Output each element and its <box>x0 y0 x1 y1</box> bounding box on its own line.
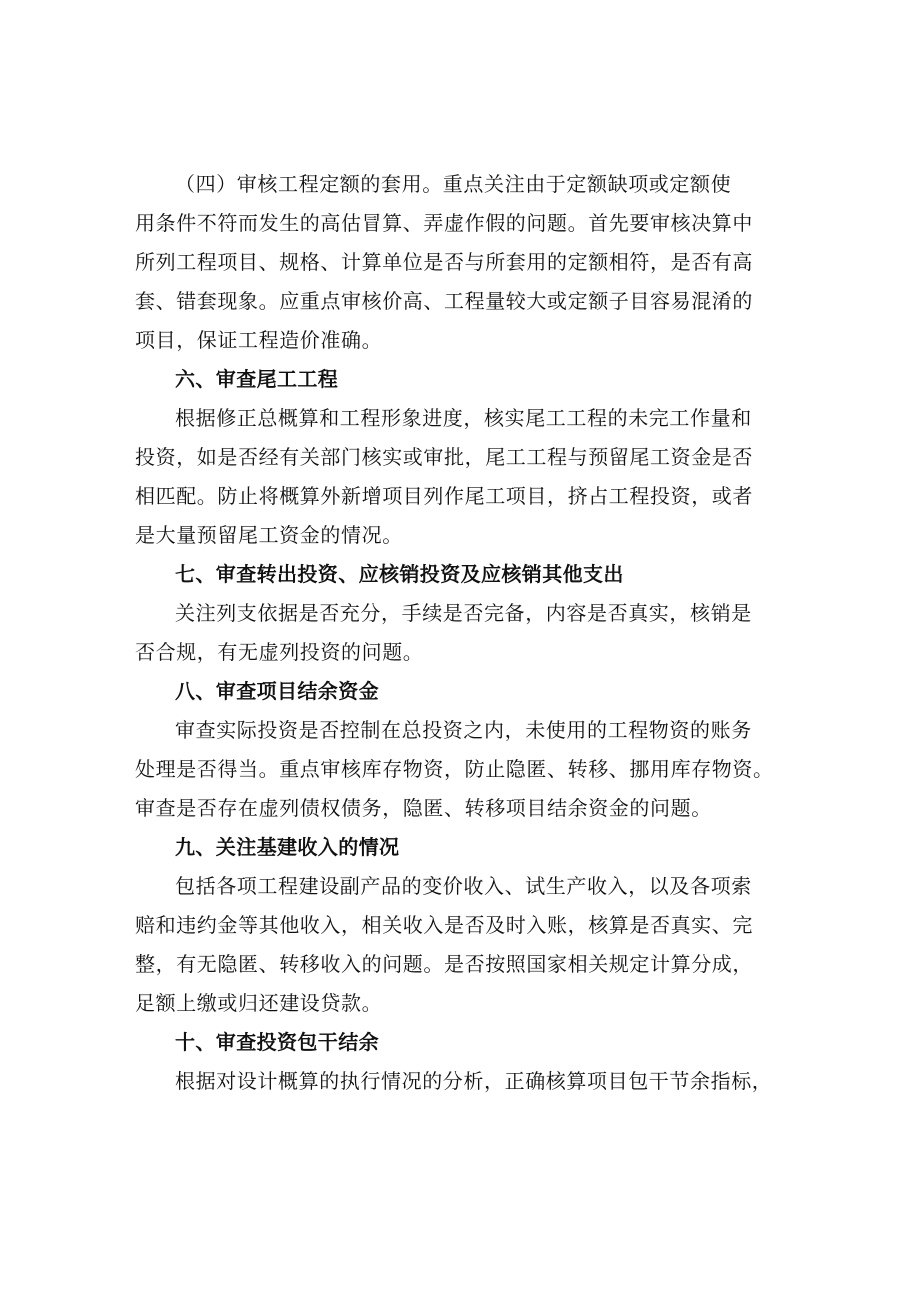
paragraph-surplus-funds: 审查实际投资是否控制在总投资之内，未使用的工程物资的账务 处理是否得当。重点审核库存物资，防止隐匿、转移、挪用库存物资。 审查是否存在虚列债权债务，隐匿、转移项目结余资金的问题。 <box>135 718 774 820</box>
heading-tail-works: 六、审查尾工工程 <box>175 367 339 391</box>
paragraph-construction-income: 包括各项工程建设副产品的变价收入、试生产收入，以及各项索 赔和违约金等其他收入，相关收入是否及时入账，核算是否真实、完 整，有无隐匿、转移收入的问题。是否按照国家相关规定计算分成， 足额上缴或归还建设贷款。 <box>135 874 753 1015</box>
heading-surplus-funds: 八、审查项目结余资金 <box>175 679 379 703</box>
heading-contract-surplus: 十、审查投资包干结余 <box>175 1030 379 1054</box>
paragraph-tail-works: 根据修正总概算和工程形象进度，核实尾工工程的未完工作量和 投资，如是否经有关部门核实或审批，尾工工程与预留尾工资金是否 相匹配。防止将概算外新增项目列作尾工项目，挤占工程投资，或者 是大量预留尾工资金的情况。 <box>135 406 753 547</box>
paragraph-transfer-investment: 关注列支依据是否充分，手续是否完备，内容是否真实，核销是 否合规，有无虚列投资的问题。 <box>135 601 752 664</box>
heading-construction-income: 九、关注基建收入的情况 <box>175 835 400 859</box>
heading-transfer-investment: 七、审查转出投资、应核销投资及应核销其他支出 <box>175 562 624 586</box>
paragraph-quota-review: （四）审核工程定额的套用。重点关注由于定额缺项或定额使 用条件不符而发生的高估冒算、弄虚作假的问题。首先要审核决算中 所列工程项目、规格、计算单位是否与所套用的定额相符，是否有高 套、错套现象。应重点审核价高、工程量较大或定额子目容易混淆的 项目，保证工程造价准确。 <box>135 172 753 352</box>
document-body <box>135 165 795 1101</box>
paragraph-contract-surplus: 根据对设计概算的执行情况的分析，正确核算项目包干节余指标， <box>175 1069 773 1093</box>
